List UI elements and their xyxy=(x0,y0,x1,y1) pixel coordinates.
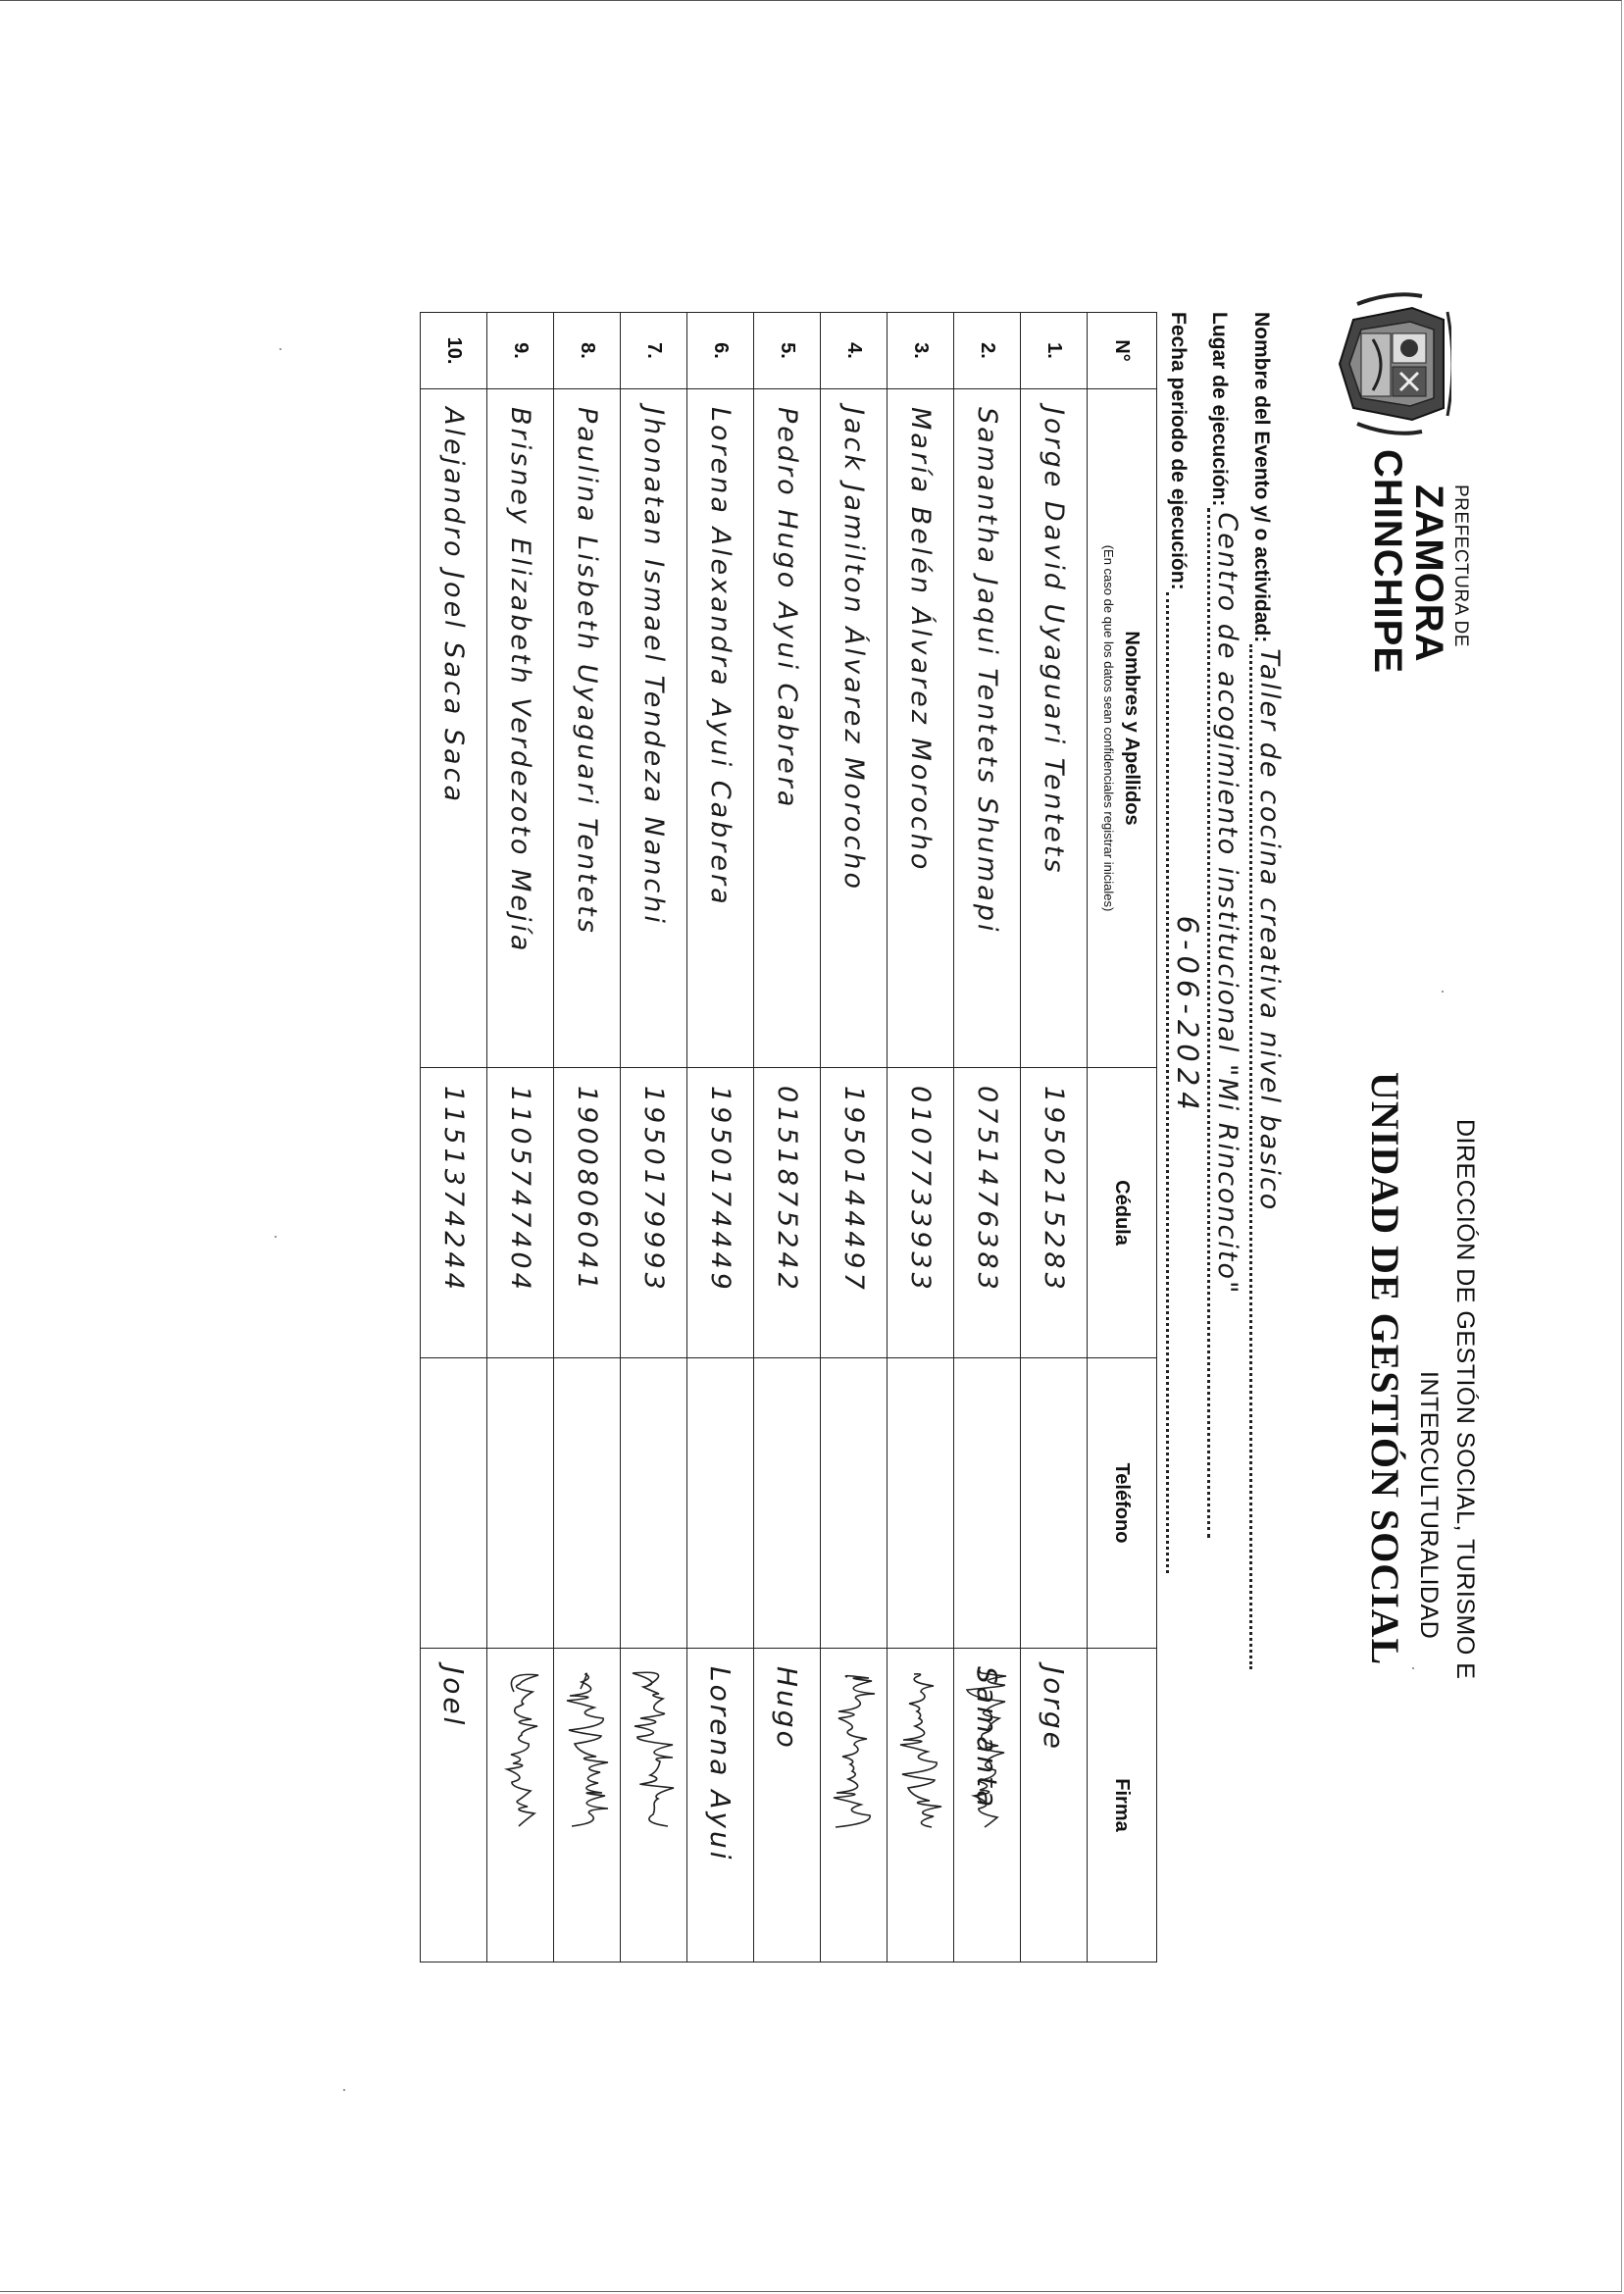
lugar-field xyxy=(1207,312,1243,1538)
prefectura-crest-logo xyxy=(1336,290,1451,437)
row-number: 4. xyxy=(821,313,888,389)
row-number: 7. xyxy=(621,313,687,389)
signature-scribble xyxy=(822,1649,887,1943)
signature-scribble xyxy=(888,1649,953,1943)
table-row xyxy=(888,313,954,1963)
evento-dotted-line xyxy=(1249,644,1285,1669)
attendance-sheet xyxy=(437,312,1491,1979)
participant-cedula: 1950144497 xyxy=(821,1068,888,1358)
signature-text: Hugo xyxy=(771,1666,803,1751)
participant-cedula: 1900806041 xyxy=(554,1068,621,1358)
evento-label: Nombre del Evento y/ o actividad: xyxy=(1250,312,1273,643)
participant-cedula: 0151875242 xyxy=(754,1068,821,1358)
participant-signature xyxy=(487,1649,554,1963)
signature-text: Joel xyxy=(437,1666,470,1728)
lugar-label: Lugar de ejecución: xyxy=(1208,312,1231,507)
table-row xyxy=(487,313,554,1963)
table-header-row xyxy=(1088,313,1157,1963)
header-telefono: Teléfono xyxy=(1088,1358,1157,1649)
unidad-title: UNIDAD DE GESTIÓN SOCIAL xyxy=(1363,1072,1407,1666)
attendance-table xyxy=(420,312,1157,1963)
header-name-label: Nombres y Apellidos xyxy=(1121,631,1142,826)
signature-text: Jorge xyxy=(1038,1666,1070,1752)
participant-telefono xyxy=(687,1358,754,1649)
participant-signature xyxy=(954,1649,1021,1963)
participant-telefono xyxy=(421,1358,487,1649)
participant-signature xyxy=(754,1649,821,1963)
fecha-label: Fecha periodo de ejecución: xyxy=(1167,312,1190,590)
participant-signature xyxy=(621,1649,687,1963)
participant-name: Jhonatan Ismael Tendeza Nanchi xyxy=(621,389,687,1068)
row-number: 3. xyxy=(888,313,954,389)
participant-name: Brisney Elizabeth Verdezoto Mejía xyxy=(487,389,554,1068)
signature-scribble xyxy=(555,1649,620,1943)
participant-name: Lorena Alexandra Ayui Cabrera xyxy=(687,389,754,1068)
row-number: 1. xyxy=(1021,313,1088,389)
signature-text: Samanta xyxy=(971,1666,1003,1810)
fecha-field xyxy=(1166,312,1204,1573)
signature-scribble xyxy=(622,1649,686,1943)
participant-telefono xyxy=(554,1358,621,1649)
prefectura-name-chinchipe: CHINCHIPE xyxy=(1366,449,1409,675)
participant-cedula: 0751476383 xyxy=(954,1068,1021,1358)
row-number: 6. xyxy=(687,313,754,389)
table-row xyxy=(754,313,821,1963)
table-row xyxy=(821,313,888,1963)
participant-name: Jorge David Uyaguari Tentets xyxy=(1021,389,1088,1068)
header-name xyxy=(1088,389,1157,1068)
prefectura-name-zamora: ZAMORA xyxy=(1407,484,1450,663)
participant-cedula: 1950215283 xyxy=(1021,1068,1088,1358)
participant-signature xyxy=(821,1649,888,1963)
table-row xyxy=(1021,313,1088,1963)
participant-name: María Belén Álvarez Morocho xyxy=(888,389,954,1068)
participant-telefono xyxy=(487,1358,554,1649)
evento-field xyxy=(1249,312,1285,1669)
participant-telefono xyxy=(954,1358,1021,1649)
signature-text: Lorena Ayui xyxy=(704,1666,736,1862)
table-row xyxy=(621,313,687,1963)
scan-speck xyxy=(343,2089,345,2091)
header-name-note: (En caso de que los datos sean confidenciales registrar iniciales) xyxy=(1101,544,1116,912)
participant-signature xyxy=(554,1649,621,1963)
participant-cedula: 0107733933 xyxy=(888,1068,954,1358)
participant-telefono xyxy=(888,1358,954,1649)
table-row xyxy=(554,313,621,1963)
row-number: 9. xyxy=(487,313,554,389)
participant-telefono xyxy=(754,1358,821,1649)
header-firma: Firma xyxy=(1088,1649,1157,1963)
fecha-dotted-line xyxy=(1166,592,1204,1573)
direccion-title: DIRECCIÓN DE GESTIÓN SOCIAL, TURISMO E xyxy=(1451,1119,1479,1680)
scan-speck xyxy=(275,1236,277,1238)
row-number: 8. xyxy=(554,313,621,389)
table-row xyxy=(954,313,1021,1963)
direccion-subtitle: INTERCULTURALIDAD xyxy=(1415,1371,1443,1640)
participant-name: Alejandro Joel Saca Saca xyxy=(421,389,487,1068)
participant-name: Samantha Jaqui Tentets Shumapi xyxy=(954,389,1021,1068)
scan-speck xyxy=(279,348,281,350)
prefectura-label: PREFECTURA DE xyxy=(1450,484,1471,647)
row-number: 10. xyxy=(421,313,487,389)
participant-telefono xyxy=(1021,1358,1088,1649)
header-num: N° xyxy=(1088,313,1157,389)
participant-signature xyxy=(888,1649,954,1963)
participant-signature xyxy=(421,1649,487,1963)
participant-name: Jack Jamilton Álvarez Morocho xyxy=(821,389,888,1068)
participant-name: Pedro Hugo Ayui Cabrera xyxy=(754,389,821,1068)
participant-name: Paulina Lisbeth Uyaguari Tentets xyxy=(554,389,621,1068)
participant-cedula: 1105747404 xyxy=(487,1068,554,1358)
evento-value: Taller de cocina creativa nivel basico xyxy=(1254,648,1285,1212)
direccion-block xyxy=(1362,1072,1479,1700)
participant-cedula: 1950179993 xyxy=(621,1068,687,1358)
participant-cedula: 1950174449 xyxy=(687,1068,754,1358)
signature-scribble xyxy=(488,1649,553,1943)
prefectura-block xyxy=(1367,449,1471,675)
participant-telefono xyxy=(621,1358,687,1649)
lugar-dotted-line xyxy=(1207,508,1243,1538)
participant-signature xyxy=(1021,1649,1088,1963)
table-row xyxy=(421,313,487,1963)
participant-cedula: 1151374244 xyxy=(421,1068,487,1358)
participant-signature xyxy=(687,1649,754,1963)
table-row xyxy=(687,313,754,1963)
header-cedula: Cédula xyxy=(1088,1068,1157,1358)
fecha-value: 6-06-2024 xyxy=(1171,915,1204,1116)
lugar-value: Centro de acogimiento institucional "Mi Rinconcito" xyxy=(1212,512,1243,1296)
row-number: 5. xyxy=(754,313,821,389)
participant-telefono xyxy=(821,1358,888,1649)
row-number: 2. xyxy=(954,313,1021,389)
